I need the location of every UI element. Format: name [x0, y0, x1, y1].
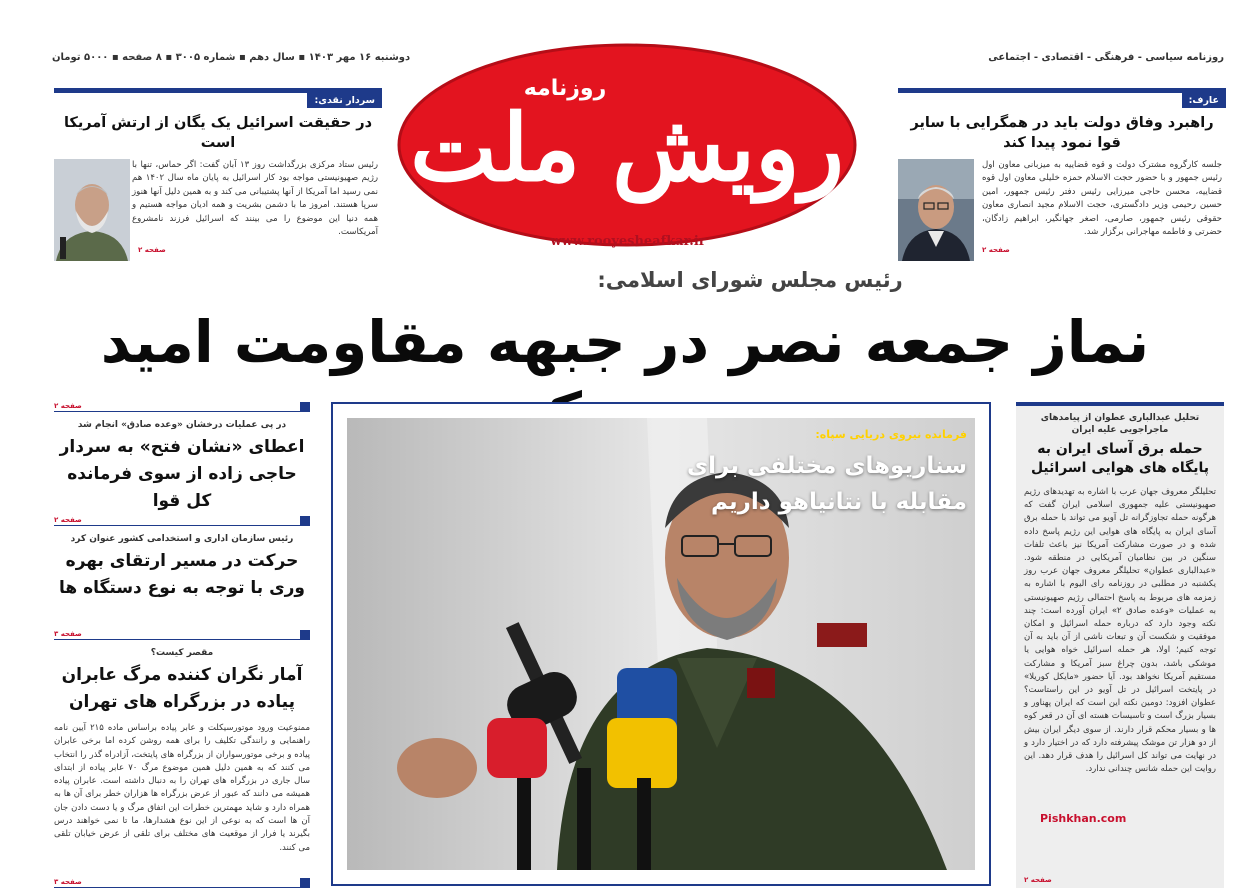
story-block	[54, 630, 310, 855]
story-title[interactable]: حمله برق آسای ایران به پایگاه های هوایی اسرائیل	[1030, 441, 1210, 476]
photo-caption-title[interactable]: سناریوهای مختلفی برای مقابله با نتانیاهو داریم	[687, 453, 967, 515]
ear-box-left	[54, 88, 382, 258]
divider-square	[300, 402, 310, 412]
story-kicker: تحلیل عبدالباری عطوان از پیامدهای ماجراجویی علیه ایران	[1040, 413, 1200, 435]
story-kicker: در پی عملیات درخشان «وعده صادق» انجام شد	[77, 420, 287, 430]
ear-body: رئیس ستاد مرکزی بزرگداشت روز ۱۳ آبان گفت: اگر حماس، تنها با رژیم صهیونیستی مواجه بود کار اسرائیل به پایان ماه سال ۱۴۰۲ هم نمی رسید اما آمریکا از آنها پشتیبانی می کند و به همین دلیل آنها هنوز سرپا هستند. امروز ما با دشمن بشریت و همه ادیان مواجه هستیم و همه دنیا این موضوع را می بینند که اسرائیل فرزند نامشروع آمریکاست.	[132, 160, 378, 238]
masthead-small-word: روزنامه	[523, 76, 607, 101]
divider-square	[300, 516, 310, 526]
site-url[interactable]: www.rooyesheafkar.ir	[550, 234, 706, 249]
ear-title[interactable]: در حقیقت اسرائیل یک یگان از ارتش آمریکا است	[63, 115, 373, 151]
story-title[interactable]: حرکت در مسیر ارتقای بهره وری با توجه به نوع دستگاه ها	[58, 551, 306, 598]
page-ref: صفحه ۳	[54, 630, 82, 638]
story-title[interactable]: آمار نگران کننده مرگ عابران پیاده در بزرگراه های تهران	[61, 665, 303, 712]
ear-box-right	[898, 88, 1226, 258]
page-ref: صفحه ۲	[1024, 876, 1052, 884]
issue-info: دوشنبه ۱۶ مهر ۱۴۰۳ ▪ سال دهم ▪ شماره ۳۰۰۵ ▪ ۸ صفحه ▪ ۵۰۰۰ تومان	[52, 52, 411, 63]
ear-tag: سردار نقدی:	[307, 93, 382, 108]
masthead-logo-text: رویش ملت	[410, 94, 844, 202]
story-kicker: رئیس سازمان اداری و استخدامی کشور عنوان کرد	[70, 534, 294, 544]
ear-tag: عارف:	[1182, 93, 1226, 108]
page-ref: صفحه ۲	[982, 246, 1010, 254]
ear-portrait-photo	[898, 159, 974, 261]
divider-square	[300, 630, 310, 640]
headline-kicker: رئیس مجلس شورای اسلامی:	[597, 268, 903, 292]
masthead-logo	[395, 40, 860, 250]
page-ref: صفحه ۲	[138, 246, 166, 254]
page-ref: صفحه ۳	[54, 878, 82, 886]
main-photo-frame	[331, 402, 991, 886]
story-block	[54, 402, 310, 515]
story-block	[54, 516, 310, 602]
divider-square	[300, 878, 310, 888]
left-column	[54, 402, 310, 888]
main-headline[interactable]: نماز جمعه نصر در جبهه مقاومت امید	[100, 308, 1150, 376]
page-ref: صفحه ۲	[54, 402, 82, 410]
story-title[interactable]: اعطای «نشان فتح» به سردار حاجی زاده از سوی فرمانده کل قوا	[59, 437, 305, 511]
paper-description: روزنامه سیاسی - فرهنگی - اقتصادی - اجتماعی	[988, 52, 1224, 63]
ear-portrait-photo	[54, 159, 130, 261]
watermark: Pishkhan.com	[1040, 812, 1127, 825]
story-kicker: مقصر کیست؟	[150, 648, 214, 658]
story-divider	[54, 630, 310, 640]
story-body: تحلیلگر معروف جهان عرب با اشاره به تهدیدهای رژیم صهیونیستی علیه جمهوری اسلامی ایران گفت که هرگونه حمله تجاوزگرانه تل آویو می تواند با حمله برق آسای ایران به پایگاه های هوایی این رژیم پاسخ داده شده و در صورت مشارکت آمریکا نیز باعث تلفات سنگین در بین نظامیان آمریکایی در منطقه شود. «عبدالباری عطوان» تحلیلگر معروف جهان عرب روز یکشنبه در مطلبی در روزنامه رای الیوم با اشاره به زمزمه های مربوط به پاسخ احتمالی رژیم صهیونیستی به عملیات «وعده صادق ۲» ایران آورده است: چند نکته وجود دارد که درباره حمله اسرائیل و امکان موفقیت و شکست آن و تبعات ناشی از آن باید به آن توجه کنیم؛ اولا، هر حمله اسرائیل خواه هوایی یا موشکی باشد، بدون چراغ سبز آمریکا و مشارکت مستقیم آمریکا نخواهد بود. آیا حضور «مایکل کوریلا» در پایتخت اسرائیل در تل آویو در این راستاست؟ عطوان افزود: دومین نکته این است که ایران پهناور و بسیار بزرگ است و تاسیسات هسته ای آن در قعر کوه ها و بسیار محکم قرار دارند. از سوی دیگر ایران بیش از دو هزار تن موشک پیشرفته دارد که در اختیار دارد و در نهایت می تواند کل اسرائیل را هدف قرار دهد. این روایت این حمله شانس چندانی ندارد.	[1024, 487, 1216, 775]
story-divider	[54, 402, 310, 412]
story-body: ممنوعیت ورود موتورسیکلت و عابر پیاده براساس ماده ۲۱۵ آیین نامه راهنمایی و رانندگی تکلیف را برای همه روشن کرده اما برخی عابران پیاده و برخی موتورسواران از بزرگراه های پایتخت، آزادراه گذر را انتخاب می کنند که به همین دلیل همین موضوع مرگ ۷۰ عابر پیاده از ابتدای سال جاری در بزرگراه های تهران را به دنبال داشته است. عابران پیاده همیشه می دانند که عبور از عرض بزرگراه ها هزاران خطر برای آن ها به همراه دارد و شاید مهمترین خطرات این اتفاق مرگ و یا دست دادن جان آن ها است که به نوعی از این نوع هشدارها، ما تا نمی خواهند درس بگیرند یا فرار از موقعیت های مختلف برای تلقی از عرض خیابان تلقی می کنند.	[54, 723, 311, 853]
story-divider	[54, 878, 310, 888]
story-divider-bar	[54, 878, 310, 888]
ear-body: جلسه کارگروه مشترک دولت و قوه قضاییه به میزبانی معاون اول رئیس جمهور و با حضور حجت الاسلام حمزه خلیلی معاون اول قوه قضاییه، محسن حاجی میرزایی رئیس دفتر رئیس جمهور، امین حسین رحیمی وزیر دادگستری، حجت الاسلام مجید انصاری معاون حقوقی رئیس جمهور، صارمی، اصغر جهانگیر، ابراهیم زادگان، حضرتی و فاطمه مهاجرانی برگزار شد.	[982, 160, 1222, 238]
photo-caption-tag: فرمانده نیروی دریایی سپاه:	[815, 428, 967, 441]
page-ref: صفحه ۲	[54, 516, 82, 524]
ear-title[interactable]: راهبرد وفاق دولت باید در همگرایی با سایر قوا نمود پیدا کند	[910, 115, 1214, 151]
story-divider	[54, 516, 310, 526]
